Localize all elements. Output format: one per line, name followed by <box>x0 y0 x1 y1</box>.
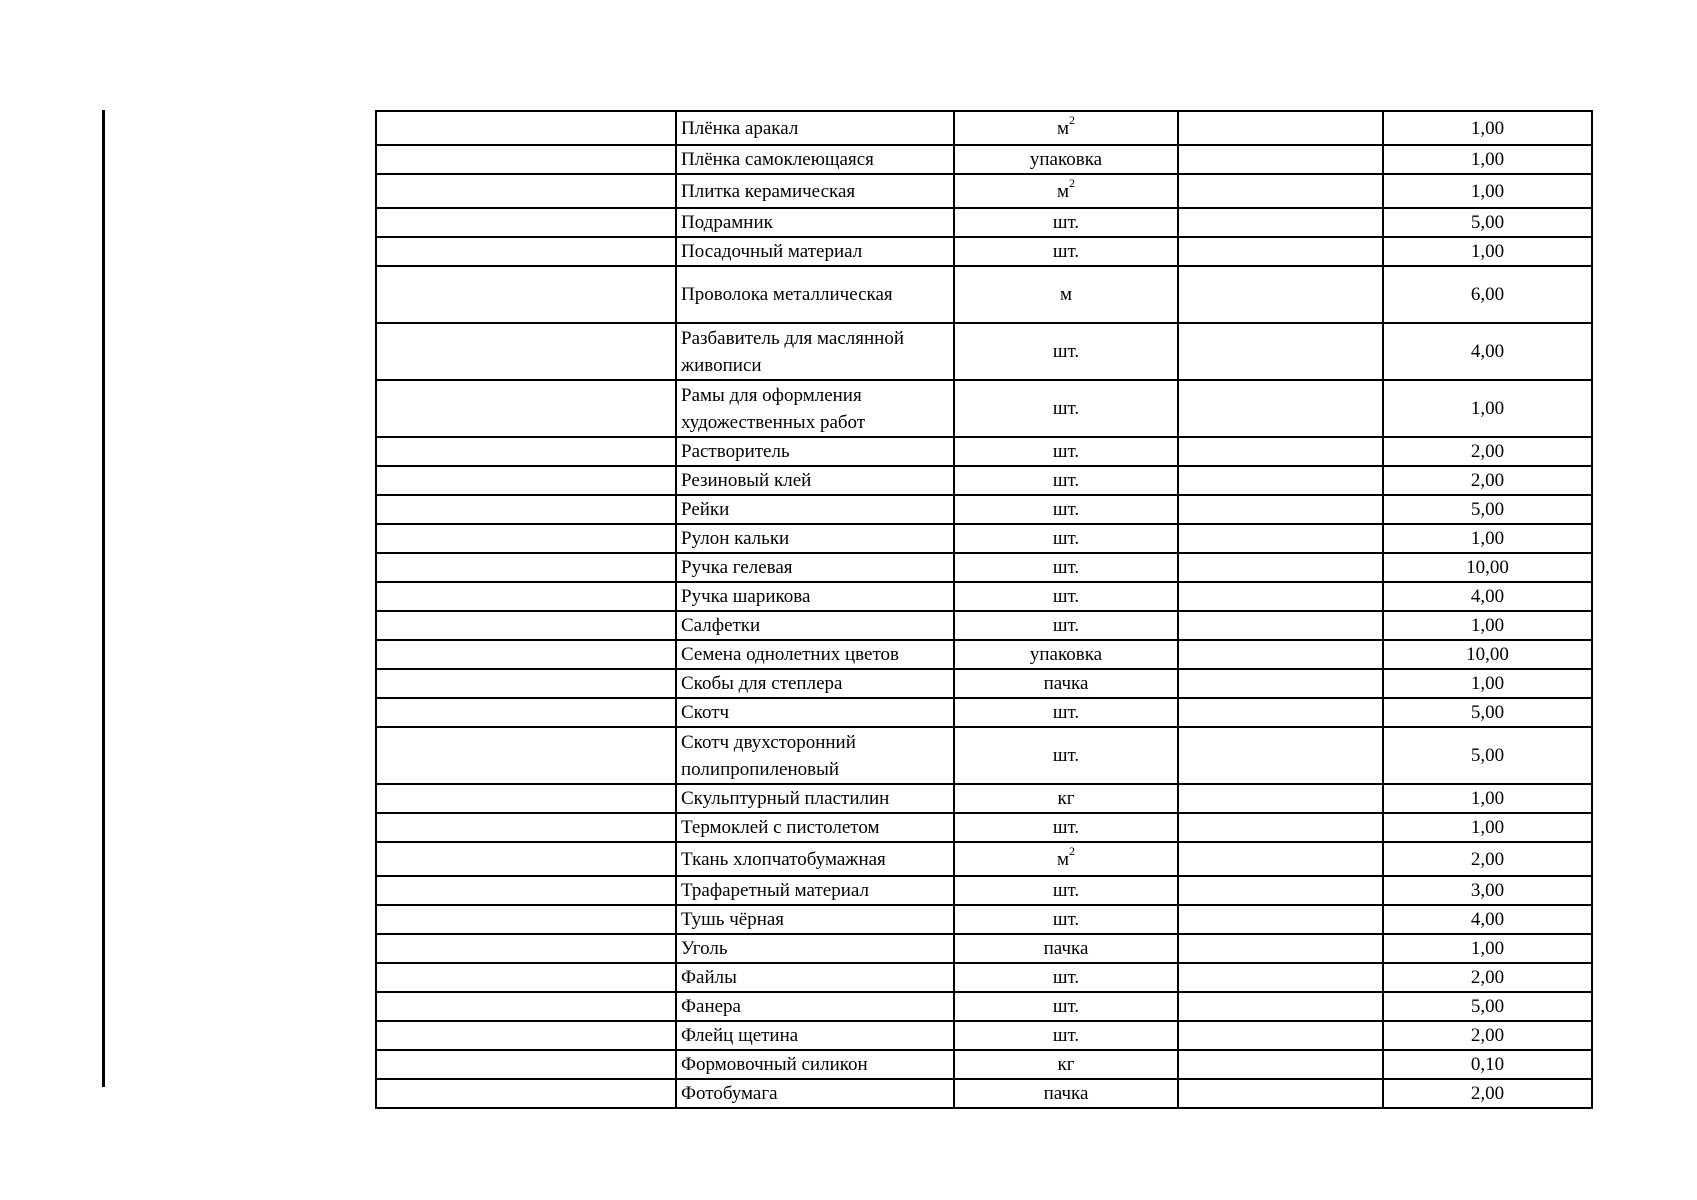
row-number-cell <box>376 582 676 611</box>
item-name-cell: Резиновый клей <box>676 466 954 495</box>
unit-exponent: 2 <box>1069 844 1076 859</box>
item-name-cell: Уголь <box>676 934 954 963</box>
table-row <box>376 727 1592 784</box>
quantity-cell: 5,00 <box>1383 495 1592 524</box>
unit-cell <box>954 813 1178 842</box>
item-name-cell: Растворитель <box>676 437 954 466</box>
table-row <box>376 380 1592 437</box>
quantity-cell: 1,00 <box>1383 784 1592 813</box>
unit-exponent: 2 <box>1069 176 1076 191</box>
item-name-cell: Салфетки <box>676 611 954 640</box>
unit-cell <box>954 524 1178 553</box>
item-name-cell: Термоклей с пистолетом <box>676 813 954 842</box>
row-number-cell <box>376 174 676 208</box>
unit-cell <box>954 437 1178 466</box>
quantity-cell: 5,00 <box>1383 208 1592 237</box>
unit-cell <box>954 208 1178 237</box>
item-name-cell: Фотобумага <box>676 1079 954 1108</box>
unit-label: м <box>1056 180 1070 202</box>
unit-label: шт. <box>1052 557 1080 578</box>
unit-cell <box>954 145 1178 174</box>
table-row <box>376 876 1592 905</box>
item-name-cell: Рулон кальки <box>676 524 954 553</box>
row-number-cell <box>376 466 676 495</box>
unit-cell <box>954 905 1178 934</box>
item-name-cell: Тушь чёрная <box>676 905 954 934</box>
table-row <box>376 640 1592 669</box>
table-row <box>376 1021 1592 1050</box>
empty-cell <box>1178 640 1383 669</box>
row-number-cell <box>376 963 676 992</box>
unit-cell <box>954 963 1178 992</box>
unit-cell <box>954 323 1178 380</box>
table-row <box>376 437 1592 466</box>
row-number-cell <box>376 380 676 437</box>
table-row <box>376 145 1592 174</box>
unit-label: шт. <box>1052 212 1080 233</box>
item-name-cell: Скульптурный пластилин <box>676 784 954 813</box>
empty-cell <box>1178 963 1383 992</box>
empty-cell <box>1178 842 1383 876</box>
empty-cell <box>1178 876 1383 905</box>
quantity-cell: 2,00 <box>1383 437 1592 466</box>
unit-label: шт. <box>1052 241 1080 262</box>
table-row <box>376 611 1592 640</box>
unit-cell <box>954 876 1178 905</box>
unit-cell <box>954 111 1178 145</box>
empty-cell <box>1178 698 1383 727</box>
table-row <box>376 323 1592 380</box>
row-number-cell <box>376 640 676 669</box>
unit-label: шт. <box>1052 341 1080 362</box>
row-number-cell <box>376 727 676 784</box>
unit-label: шт. <box>1052 398 1080 419</box>
item-name-cell: Трафаретный материал <box>676 876 954 905</box>
unit-label: кг <box>1057 1054 1075 1075</box>
item-name-cell: Рейки <box>676 495 954 524</box>
unit-label: м <box>1056 848 1070 870</box>
item-name-cell: Фанера <box>676 992 954 1021</box>
item-name-cell: Формовочный силикон <box>676 1050 954 1079</box>
table-row <box>376 813 1592 842</box>
quantity-cell: 2,00 <box>1383 1079 1592 1108</box>
row-number-cell <box>376 905 676 934</box>
unit-exponent: 2 <box>1069 113 1076 128</box>
row-number-cell <box>376 611 676 640</box>
empty-cell <box>1178 784 1383 813</box>
item-name-cell: Разбавитель для маслянной живописи <box>676 323 954 380</box>
empty-cell <box>1178 266 1383 323</box>
table-row <box>376 784 1592 813</box>
row-number-cell <box>376 208 676 237</box>
item-name-cell: Плёнка аракал <box>676 111 954 145</box>
unit-label: шт. <box>1052 880 1080 901</box>
unit-cell <box>954 1079 1178 1108</box>
item-name-cell: Семена однолетних цветов <box>676 640 954 669</box>
unit-label: шт. <box>1052 615 1080 636</box>
unit-cell <box>954 1021 1178 1050</box>
empty-cell <box>1178 380 1383 437</box>
empty-cell <box>1178 174 1383 208</box>
unit-cell <box>954 380 1178 437</box>
table-row <box>376 208 1592 237</box>
empty-cell <box>1178 1079 1383 1108</box>
unit-cell <box>954 784 1178 813</box>
table-row <box>376 698 1592 727</box>
empty-cell <box>1178 934 1383 963</box>
row-number-cell <box>376 237 676 266</box>
quantity-cell: 10,00 <box>1383 553 1592 582</box>
item-name-cell: Плёнка самоклеющаяся <box>676 145 954 174</box>
row-number-cell <box>376 524 676 553</box>
unit-label: шт. <box>1052 586 1080 607</box>
unit-cell <box>954 1050 1178 1079</box>
item-name-cell: Ткань хлопчатобумажная <box>676 842 954 876</box>
unit-cell <box>954 842 1178 876</box>
unit-label: кг <box>1057 788 1075 809</box>
item-name-cell: Рамы для оформления художественных работ <box>676 380 954 437</box>
unit-cell <box>954 174 1178 208</box>
unit-cell <box>954 495 1178 524</box>
empty-cell <box>1178 992 1383 1021</box>
table-row <box>376 1079 1592 1108</box>
empty-cell <box>1178 111 1383 145</box>
unit-cell <box>954 611 1178 640</box>
row-number-cell <box>376 876 676 905</box>
quantity-cell: 1,00 <box>1383 611 1592 640</box>
unit-label: шт. <box>1052 909 1080 930</box>
table-row <box>376 553 1592 582</box>
table-row <box>376 174 1592 208</box>
quantity-cell: 1,00 <box>1383 174 1592 208</box>
quantity-cell: 4,00 <box>1383 905 1592 934</box>
row-number-cell <box>376 1050 676 1079</box>
empty-cell <box>1178 553 1383 582</box>
row-number-cell <box>376 145 676 174</box>
materials-table-body <box>376 111 1592 1108</box>
unit-label: шт. <box>1052 702 1080 723</box>
table-row <box>376 842 1592 876</box>
row-number-cell <box>376 813 676 842</box>
quantity-cell: 10,00 <box>1383 640 1592 669</box>
quantity-cell: 1,00 <box>1383 111 1592 145</box>
table-row <box>376 934 1592 963</box>
item-name-cell: Ручка гелевая <box>676 553 954 582</box>
table-row <box>376 963 1592 992</box>
empty-cell <box>1178 1050 1383 1079</box>
row-number-cell <box>376 323 676 380</box>
unit-label: упаковка <box>1029 149 1103 170</box>
quantity-cell: 2,00 <box>1383 1021 1592 1050</box>
table-row <box>376 266 1592 323</box>
unit-cell <box>954 237 1178 266</box>
unit-cell <box>954 992 1178 1021</box>
item-name-cell: Скотч <box>676 698 954 727</box>
unit-cell <box>954 669 1178 698</box>
item-name-cell: Проволока металлическая <box>676 266 954 323</box>
unit-cell <box>954 266 1178 323</box>
empty-cell <box>1178 582 1383 611</box>
unit-label: упаковка <box>1029 644 1103 665</box>
quantity-cell: 4,00 <box>1383 323 1592 380</box>
item-name-cell: Файлы <box>676 963 954 992</box>
unit-label: шт. <box>1052 967 1080 988</box>
unit-cell <box>954 582 1178 611</box>
quantity-cell: 3,00 <box>1383 876 1592 905</box>
unit-label: м <box>1056 117 1070 139</box>
unit-cell <box>954 466 1178 495</box>
empty-cell <box>1178 437 1383 466</box>
unit-cell <box>954 698 1178 727</box>
empty-cell <box>1178 495 1383 524</box>
quantity-cell: 1,00 <box>1383 813 1592 842</box>
empty-cell <box>1178 611 1383 640</box>
unit-label: м <box>1059 284 1073 305</box>
quantity-cell: 1,00 <box>1383 524 1592 553</box>
row-number-cell <box>376 784 676 813</box>
unit-label: пачка <box>1043 1083 1089 1104</box>
quantity-cell: 2,00 <box>1383 466 1592 495</box>
unit-cell <box>954 640 1178 669</box>
table-row <box>376 905 1592 934</box>
quantity-cell: 1,00 <box>1383 934 1592 963</box>
quantity-cell: 4,00 <box>1383 582 1592 611</box>
unit-label: шт. <box>1052 499 1080 520</box>
empty-cell <box>1178 669 1383 698</box>
empty-cell <box>1178 145 1383 174</box>
quantity-cell: 5,00 <box>1383 992 1592 1021</box>
row-number-cell <box>376 934 676 963</box>
quantity-cell: 2,00 <box>1383 842 1592 876</box>
empty-cell <box>1178 208 1383 237</box>
quantity-cell: 5,00 <box>1383 727 1592 784</box>
table-row <box>376 1050 1592 1079</box>
unit-cell <box>954 934 1178 963</box>
table-row <box>376 111 1592 145</box>
row-number-cell <box>376 669 676 698</box>
item-name-cell: Скотч двухсторонний полипропиленовый <box>676 727 954 784</box>
row-number-cell <box>376 1021 676 1050</box>
unit-label: шт. <box>1052 817 1080 838</box>
item-name-cell: Подрамник <box>676 208 954 237</box>
quantity-cell: 1,00 <box>1383 237 1592 266</box>
table-row <box>376 992 1592 1021</box>
quantity-cell: 2,00 <box>1383 963 1592 992</box>
item-name-cell: Флейц щетина <box>676 1021 954 1050</box>
unit-label: шт. <box>1052 996 1080 1017</box>
quantity-cell: 0,10 <box>1383 1050 1592 1079</box>
unit-label: шт. <box>1052 441 1080 462</box>
unit-label: шт. <box>1052 470 1080 491</box>
row-number-cell <box>376 1079 676 1108</box>
table-row <box>376 582 1592 611</box>
empty-cell <box>1178 466 1383 495</box>
item-name-cell: Ручка шарикова <box>676 582 954 611</box>
empty-cell <box>1178 524 1383 553</box>
row-number-cell <box>376 266 676 323</box>
unit-cell <box>954 553 1178 582</box>
table-row <box>376 524 1592 553</box>
item-name-cell: Плитка керамическая <box>676 174 954 208</box>
empty-cell <box>1178 237 1383 266</box>
item-name-cell: Посадочный материал <box>676 237 954 266</box>
empty-cell <box>1178 323 1383 380</box>
quantity-cell: 6,00 <box>1383 266 1592 323</box>
table-row <box>376 237 1592 266</box>
unit-label: шт. <box>1052 528 1080 549</box>
item-name-cell: Скобы для степлера <box>676 669 954 698</box>
quantity-cell: 1,00 <box>1383 669 1592 698</box>
unit-label: шт. <box>1052 745 1080 766</box>
row-number-cell <box>376 495 676 524</box>
quantity-cell: 1,00 <box>1383 145 1592 174</box>
unit-cell <box>954 727 1178 784</box>
unit-label: пачка <box>1043 938 1089 959</box>
empty-cell <box>1178 905 1383 934</box>
row-number-cell <box>376 111 676 145</box>
empty-cell <box>1178 1021 1383 1050</box>
table-row <box>376 495 1592 524</box>
page-margin-line <box>102 110 105 1087</box>
unit-label: пачка <box>1043 673 1089 694</box>
table-row <box>376 669 1592 698</box>
quantity-cell: 1,00 <box>1383 380 1592 437</box>
row-number-cell <box>376 992 676 1021</box>
empty-cell <box>1178 813 1383 842</box>
quantity-cell: 5,00 <box>1383 698 1592 727</box>
materials-table <box>375 110 1593 1109</box>
table-row <box>376 466 1592 495</box>
row-number-cell <box>376 437 676 466</box>
unit-label: шт. <box>1052 1025 1080 1046</box>
row-number-cell <box>376 842 676 876</box>
empty-cell <box>1178 727 1383 784</box>
row-number-cell <box>376 698 676 727</box>
row-number-cell <box>376 553 676 582</box>
